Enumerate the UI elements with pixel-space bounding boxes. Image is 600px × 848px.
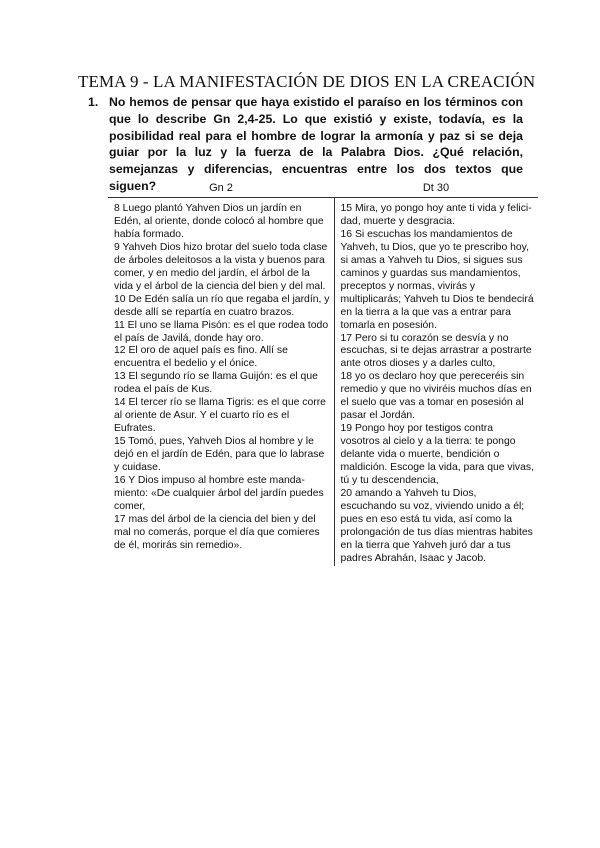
verse: 15 Tomó, pues, Yahveh Dios al hombre y le dejó en el jardín de Edén, para que lo labrase y cuidase.: [114, 436, 325, 474]
verse: 17 Pero si tu corazón se desvía y no escuchas, si te dejas arrastrar a postrarte ante otros dioses y a darles culto,: [340, 332, 532, 370]
table-header-row: [108, 178, 538, 198]
verse: 8 Luego plantó Yahven Dios un jardín en Edén, al oriente, donde colocó al hombre que había formado.: [114, 203, 324, 240]
verse: 16 Si escuchas los mandamientos de Yahveh, tu Dios, que yo te prescribo hoy, si amas a Yahveh tu Dios, si sigues sus caminos y guardas sus mandamientos, preceptos y normas, vivirás y multiplicarás; Yahveh tu Dios te bendecirá en la tierra a la que vas a entrar para tomarla en posesión.: [340, 228, 534, 331]
verse: 12 El oro de aquel país es fino. Allí se encuentra el bedelio y el ónice.: [114, 345, 288, 370]
verse: 20 amando a Yahveh tu Dios, escuchando su voz, viviendo unido a él; pues en eso está tu vida, así como la prolongación de tus días mientras habites en la tierra que Yahveh juró dar a tus padres Abrahán, Isaac y Jacob.: [340, 487, 533, 564]
column-header-dt: Dt 30: [334, 178, 538, 198]
verse: 16 Y Dios impuso al hombre este manda-miento: «De cualquier árbol del jardín puedes comer,: [114, 475, 324, 512]
question-number: 1.: [88, 95, 99, 109]
verse: 17 mas del árbol de la ciencia del bien y del mal no comerás, porque el día que comieres de él, morirás sin remedio».: [114, 513, 320, 551]
table-row: [108, 198, 538, 566]
comparison-table: [108, 178, 538, 566]
verse: 10 De Edén salía un río que regaba el jardín, y desde allí se repartía en cuatro brazos.: [114, 293, 330, 318]
verse: 13 El segundo río se llama Guijón: es el que rodea el país de Kus.: [114, 371, 318, 396]
genesis-column: [108, 198, 334, 566]
verse: 9 Yahveh Dios hizo brotar del suelo toda clase de árboles deleitosos a la vista y buenos para comer, y en medio del jardín, el árbol de la vida y el árbol de la ciencia del bien y del mal.: [114, 241, 328, 292]
deuteronomy-column: [334, 198, 538, 566]
verse: 18 yo os declaro hoy que pereceréis sin remedio y que no viviréis muchos días en el suelo que vas a tomar en posesión al pasar el Jordán.: [340, 371, 532, 422]
question-text: No hemos de pensar que haya existido el paraíso en los términos con que lo describe Gn 2,4-25. Lo que existió y existe, todavía, es la posibilidad real para el hombre de lograr la armonía y paz si se deja guiar por la luz y la fuerza de la Palabra Dios. ¿Qué relación, semejanzas y diferencias, encuentras entre los dos textos que siguen?: [109, 95, 523, 193]
verse: 19 Pongo hoy por testigos contra vosotros al cielo y a la tierra: te pongo delante vida o muerte, bendición o maldición. Escoge la vida, para que vivas, tú y tu descendencia,: [340, 423, 534, 487]
verse: 11 El uno se llama Pisón: es el que rodea todo el país de Javilá, donde hay oro.: [114, 319, 329, 344]
page-title: TEMA 9 - LA MANIFESTACIÓN DE DIOS EN LA CREACIÓN: [78, 72, 536, 91]
column-header-gn: Gn 2: [108, 178, 334, 198]
verse: 14 El tercer río se llama Tigris: es el que corre al oriente de Asur. Y el cuarto río es el Eufrates.: [114, 397, 326, 435]
verse: 15 Mira, yo pongo hoy ante ti vida y felici-dad, muerte y desgracia.: [340, 203, 532, 227]
